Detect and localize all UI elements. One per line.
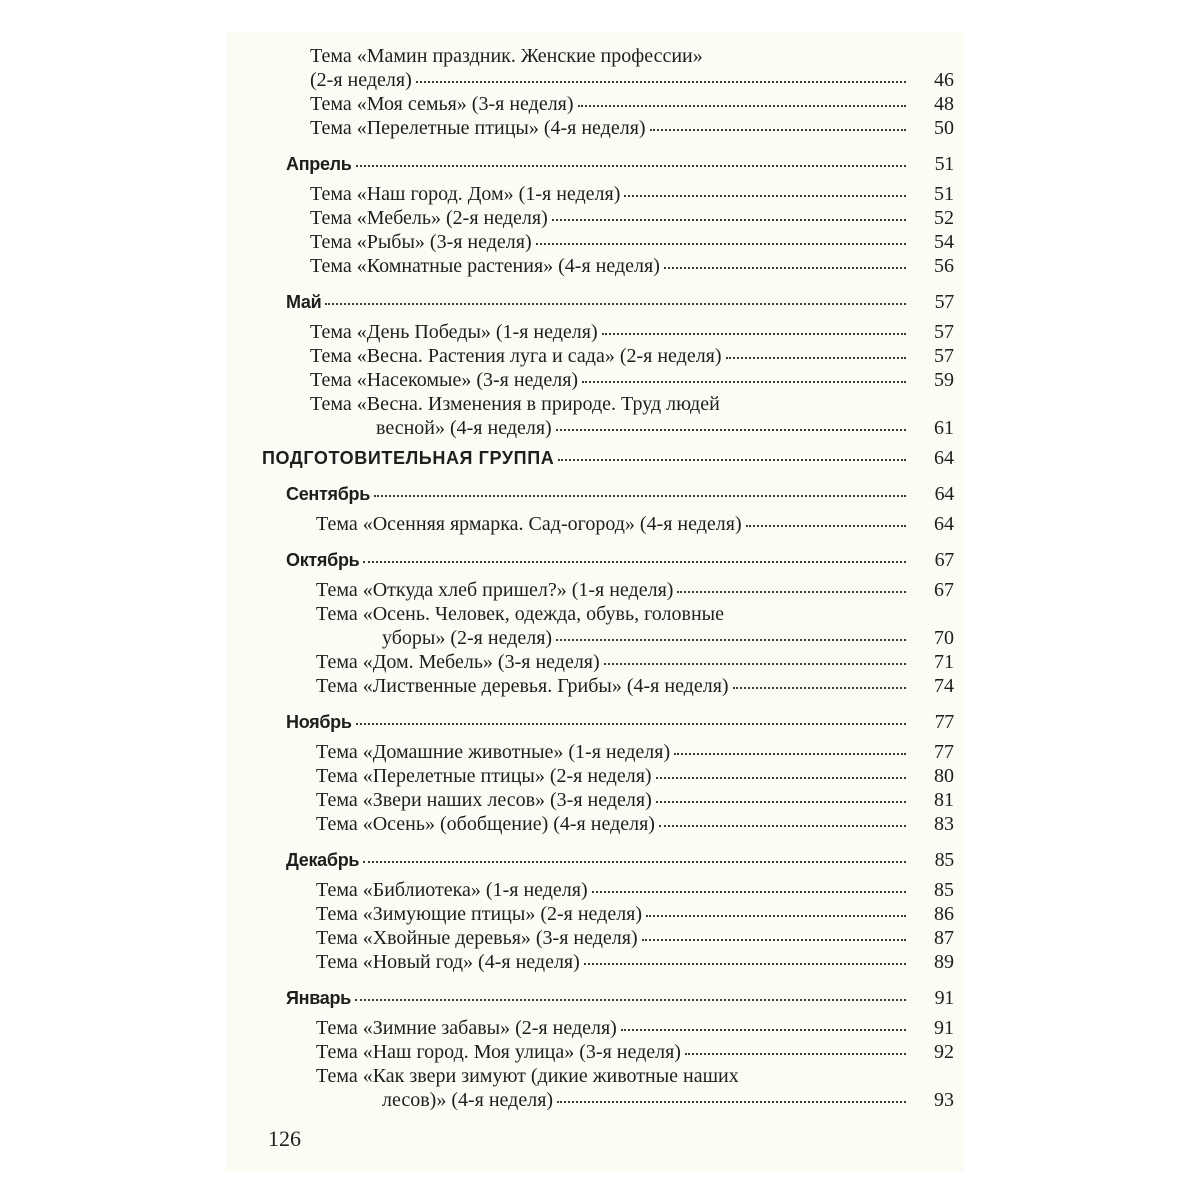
page-number: 67: [934, 579, 954, 601]
toc-entry-text: Тема «Мебель» (2-я неделя): [310, 207, 548, 229]
dot-leader: [558, 459, 906, 461]
toc-entry: [316, 788, 954, 812]
page-number: 85: [934, 879, 954, 901]
toc-entry-text: Тема «Звери наших лесов» (3-я неделя): [316, 789, 652, 811]
page-number: 50: [934, 117, 954, 139]
dot-leader: [592, 891, 906, 893]
page-number: 70: [934, 627, 954, 649]
page-number: 85: [934, 849, 954, 871]
page-number: 71: [934, 651, 954, 673]
page-number: 51: [934, 183, 954, 205]
dot-leader: [656, 801, 906, 803]
toc-entry-text: Тема «Перелетные птицы» (2-я неделя): [316, 765, 652, 787]
toc-month-heading: [286, 482, 954, 506]
toc-entry-text: Тема «Дом. Мебель» (3-я неделя): [316, 651, 600, 673]
toc-entry-text: Тема «Новый год» (4-я неделя): [316, 951, 580, 973]
dot-leader: [557, 1101, 906, 1103]
month-title: Сентябрь: [286, 484, 370, 504]
page-number: 80: [934, 765, 954, 787]
month-title: Май: [286, 292, 322, 312]
page-number: 83: [934, 813, 954, 835]
toc-entry-text: Тема «Наш город. Моя улица» (3-я неделя): [316, 1041, 681, 1063]
month-title: Январь: [286, 988, 351, 1008]
toc-entry-text: Тема «Хвойные деревья» (3-я неделя): [316, 927, 638, 949]
toc-entry: [316, 602, 954, 650]
page-number: 81: [934, 789, 954, 811]
toc-entry: [310, 368, 954, 392]
toc-entry: [310, 230, 954, 254]
toc-entry: [316, 812, 954, 836]
toc-entry: [316, 512, 954, 536]
dot-leader: [650, 129, 906, 131]
page-number: 61: [934, 417, 954, 439]
dot-leader: [355, 999, 906, 1001]
page-number: 64: [934, 513, 954, 535]
dot-leader: [416, 81, 906, 83]
page-number: 92: [934, 1041, 954, 1063]
page-number: 57: [934, 291, 954, 313]
toc-entry: [310, 182, 954, 206]
dot-leader: [674, 753, 906, 755]
dot-leader: [621, 1029, 906, 1031]
page-number: 59: [934, 369, 954, 391]
toc-entry: [310, 320, 954, 344]
toc-entry-text: Тема «Комнатные растения» (4-я неделя): [310, 255, 660, 277]
page-number: 87: [934, 927, 954, 949]
dot-leader: [733, 687, 906, 689]
toc-entry-text: Тема «Осень. Человек, одежда, обувь, головные: [316, 603, 724, 625]
dot-leader: [584, 963, 906, 965]
page-number: 57: [934, 345, 954, 367]
toc-entry-text: Тема «Перелетные птицы» (4-я неделя): [310, 117, 646, 139]
toc-entry: [310, 254, 954, 278]
toc-section-heading: [262, 446, 954, 470]
toc-entry-text: Тема «Насекомые» (3-я неделя): [310, 369, 579, 391]
dot-leader: [685, 1053, 906, 1055]
dot-leader: [602, 333, 906, 335]
toc-entry-text: Тема «Зимующие птицы» (2-я неделя): [316, 903, 643, 925]
dot-leader: [677, 591, 906, 593]
toc-entry: [316, 926, 954, 950]
toc-entry-text-continued: весной» (4-я неделя): [376, 417, 552, 439]
toc-entry-text: Тема «Как звери зимуют (дикие животные наших: [316, 1065, 739, 1087]
toc-entry: [316, 674, 954, 698]
dot-leader: [556, 429, 906, 431]
toc-entry: [310, 206, 954, 230]
dot-leader: [664, 267, 906, 269]
page-number: 52: [934, 207, 954, 229]
dot-leader: [726, 357, 906, 359]
dot-leader: [556, 639, 906, 641]
toc-entry: [316, 764, 954, 788]
dot-leader: [582, 381, 906, 383]
month-title: Ноябрь: [286, 712, 352, 732]
page-number: 48: [934, 93, 954, 115]
dot-leader: [374, 495, 906, 497]
toc-entry-text: Тема «Зимние забавы» (2-я неделя): [316, 1017, 617, 1039]
toc-entry-text: Тема «Библиотека» (1-я неделя): [316, 879, 588, 901]
page-number: 56: [934, 255, 954, 277]
page-number: 67: [934, 549, 954, 571]
dot-leader: [642, 939, 906, 941]
page-number: 93: [934, 1089, 954, 1111]
toc-entry: [316, 1016, 954, 1040]
page-number: 57: [934, 321, 954, 343]
page-number: 91: [934, 987, 954, 1009]
dot-leader: [356, 723, 906, 725]
toc-entry-text: Тема «Весна. Изменения в природе. Труд людей: [310, 393, 720, 415]
toc-entry: [316, 1040, 954, 1064]
toc-entry: [316, 878, 954, 902]
month-title: Апрель: [286, 154, 352, 174]
dot-leader: [746, 525, 906, 527]
toc-entry-text: Тема «Осень» (обобщение) (4-я неделя): [316, 813, 655, 835]
page-folio-number: 126: [268, 1126, 301, 1151]
page-number: 64: [934, 483, 954, 505]
toc-entry-text: Тема «Моя семья» (3-я неделя): [310, 93, 574, 115]
dot-leader: [536, 243, 906, 245]
toc-entry-text: Тема «Весна. Растения луга и сада» (2-я неделя): [310, 345, 722, 367]
table-of-contents: [262, 44, 954, 1112]
toc-entry: [310, 392, 954, 440]
toc-entry: [316, 1064, 954, 1112]
toc-entry-text-continued: лесов)» (4-я неделя): [382, 1089, 554, 1111]
toc-entry-text: Тема «Домашние животные» (1-я неделя): [316, 741, 671, 763]
dot-leader: [659, 825, 906, 827]
dot-leader: [552, 219, 906, 221]
toc-entry: [316, 950, 954, 974]
dot-leader: [656, 777, 906, 779]
dot-leader: [363, 861, 906, 863]
page-number: 77: [934, 741, 954, 763]
toc-month-heading: [286, 986, 954, 1010]
dot-leader: [325, 303, 906, 305]
page-number: 51: [934, 153, 954, 175]
toc-entry-text: Тема «День Победы» (1-я неделя): [310, 321, 598, 343]
page-number: 64: [934, 447, 954, 469]
toc-entry-text: Тема «Наш город. Дом» (1-я неделя): [310, 183, 621, 205]
page-number: 77: [934, 711, 954, 733]
toc-entry-text-continued: (2-я неделя): [310, 69, 412, 91]
toc-entry: [316, 902, 954, 926]
toc-entry-text: Тема «Лиственные деревья. Грибы» (4-я неделя): [316, 675, 729, 697]
page-number: 54: [934, 231, 954, 253]
toc-entry: [316, 578, 954, 602]
toc-entry: [310, 116, 954, 140]
toc-entry-text: Тема «Рыбы» (3-я неделя): [310, 231, 532, 253]
toc-month-heading: [286, 848, 954, 872]
toc-entry: [310, 344, 954, 368]
toc-entry: [310, 44, 954, 92]
month-title: Декабрь: [286, 850, 360, 870]
page-number: 91: [934, 1017, 954, 1039]
toc-entry: [316, 740, 954, 764]
toc-month-heading: [286, 710, 954, 734]
page-number: 74: [934, 675, 954, 697]
dot-leader: [356, 165, 906, 167]
toc-entry-text: Тема «Мамин праздник. Женские профессии»: [310, 45, 703, 67]
page-number: 46: [934, 69, 954, 91]
page-number: 89: [934, 951, 954, 973]
toc-entry: [310, 92, 954, 116]
toc-entry-text: Тема «Откуда хлеб пришел?» (1-я неделя): [316, 579, 674, 601]
toc-entry-text-continued: уборы» (2-я неделя): [382, 627, 553, 649]
toc-month-heading: [286, 290, 954, 314]
dot-leader: [578, 105, 906, 107]
toc-entry-text: Тема «Осенняя ярмарка. Сад-огород» (4-я неделя): [316, 513, 742, 535]
dot-leader: [363, 561, 906, 563]
toc-month-heading: [286, 548, 954, 572]
dot-leader: [646, 915, 906, 917]
month-title: Октябрь: [286, 550, 360, 570]
toc-entry: [316, 650, 954, 674]
section-title: ПОДГОТОВИТЕЛЬНАЯ ГРУППА: [262, 448, 555, 468]
dot-leader: [624, 195, 906, 197]
toc-month-heading: [286, 152, 954, 176]
dot-leader: [604, 663, 906, 665]
page-number: 86: [934, 903, 954, 925]
